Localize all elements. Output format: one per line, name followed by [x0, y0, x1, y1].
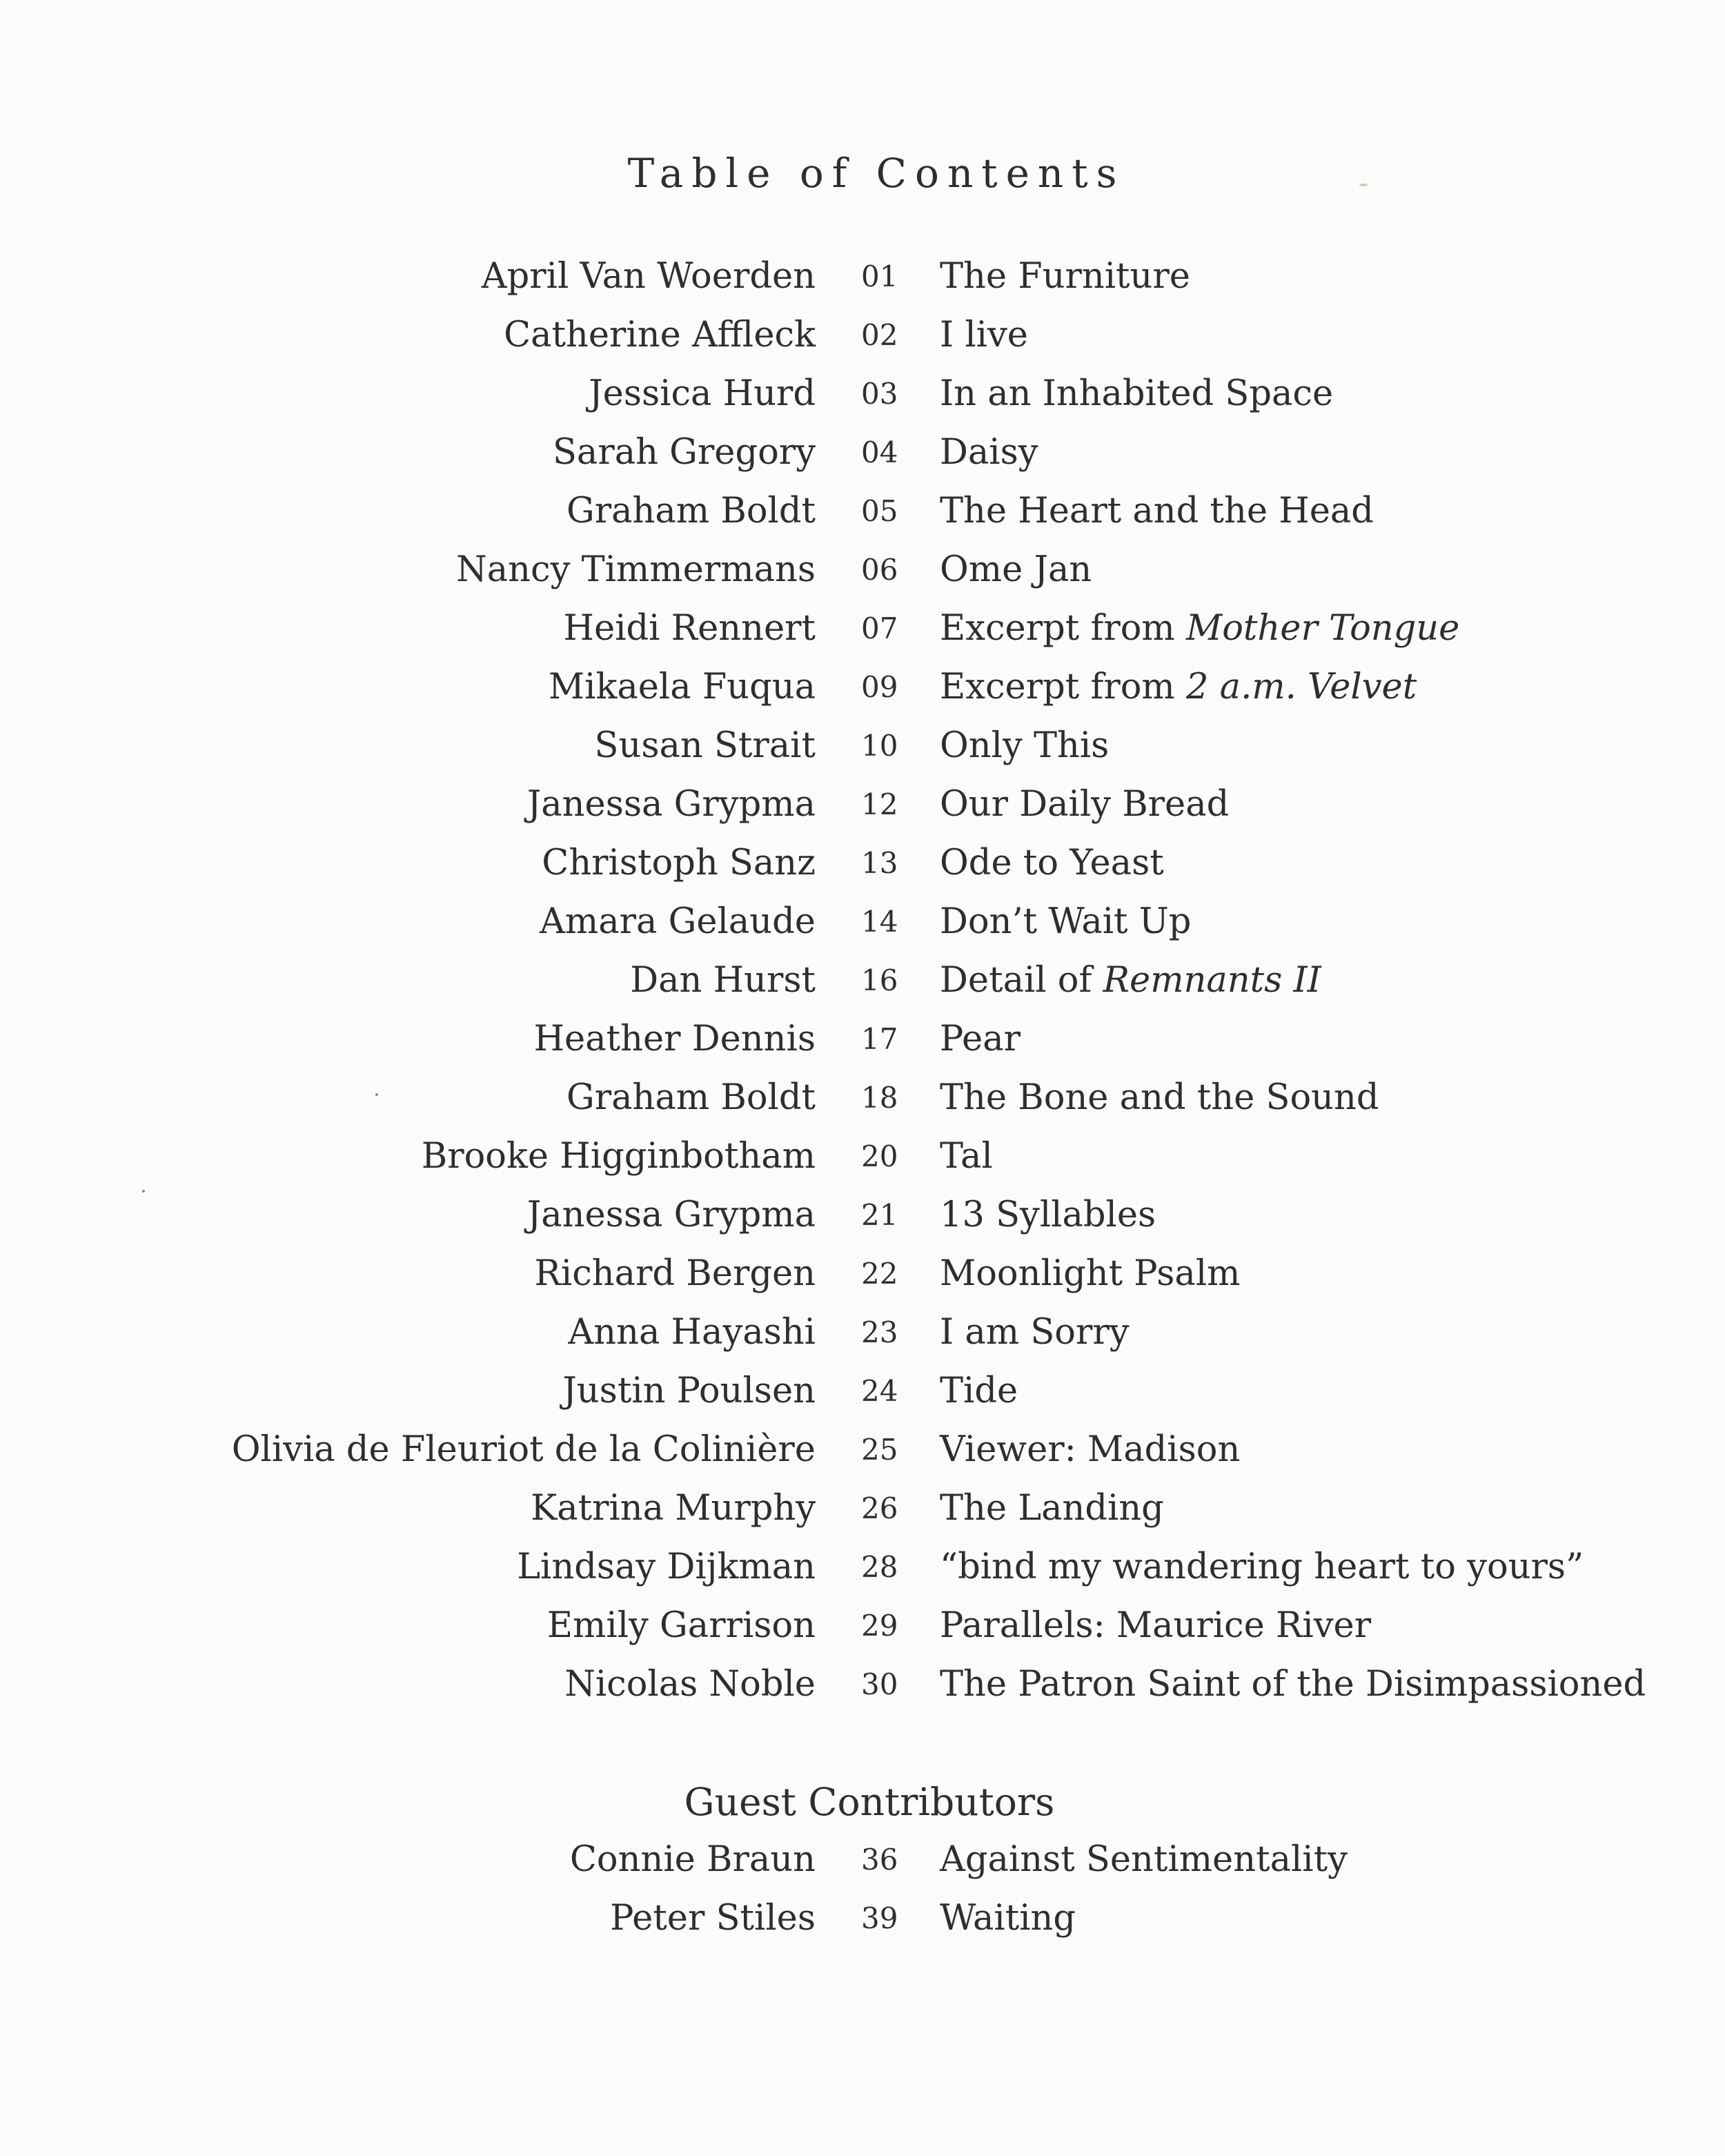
page-number: 36 — [861, 1843, 898, 1876]
toc-row — [0, 1127, 1725, 1186]
toc-row — [0, 716, 1725, 776]
toc-row — [0, 1068, 1725, 1128]
work-title: 13 Syllables — [940, 1195, 1156, 1235]
page-number: 04 — [861, 435, 898, 469]
author-name: Heather Dennis — [533, 1019, 816, 1059]
page-number: 25 — [861, 1433, 898, 1467]
author-name: Amara Gelaude — [540, 901, 816, 942]
page-number: 22 — [861, 1257, 898, 1291]
author-name: Heidi Rennert — [563, 608, 816, 649]
toc-row — [0, 775, 1725, 834]
toc-row — [0, 306, 1725, 365]
toc-row — [0, 1303, 1725, 1362]
guest-row — [0, 1889, 1725, 1948]
toc-row — [0, 1655, 1725, 1714]
work-title — [940, 951, 1321, 1010]
work-title: Waiting — [940, 1898, 1076, 1939]
work-title: Pear — [940, 1019, 1021, 1059]
guest-contributors-heading: Guest Contributors — [684, 1780, 1055, 1824]
toc-row — [0, 1362, 1725, 1421]
author-name: Nancy Timmermans — [456, 549, 816, 590]
page-number: 07 — [861, 611, 898, 645]
author-name: Olivia de Fleuriot de la Colinière — [231, 1429, 816, 1470]
author-name: Susan Strait — [594, 725, 816, 766]
author-name: Justin Poulsen — [562, 1371, 816, 1411]
page-number: 39 — [861, 1901, 898, 1935]
work-title: In an Inhabited Space — [940, 373, 1334, 414]
page-number: 20 — [861, 1139, 898, 1173]
page-number: 17 — [861, 1022, 898, 1056]
work-title: The Bone and the Sound — [940, 1077, 1379, 1118]
author-name: Katrina Murphy — [531, 1488, 816, 1529]
author-name: Sarah Gregory — [552, 432, 816, 473]
work-title: Ode to Yeast — [940, 843, 1164, 883]
work-title: Moonlight Psalm — [940, 1253, 1241, 1294]
work-title: Tide — [940, 1371, 1018, 1411]
work-title — [940, 599, 1459, 658]
toc-row — [0, 247, 1725, 306]
scan-speck — [1359, 184, 1368, 186]
toc-row — [0, 482, 1725, 541]
toc-row — [0, 1186, 1725, 1245]
toc-row — [0, 540, 1725, 600]
author-name: Janessa Grypma — [526, 784, 816, 825]
page-number: 24 — [861, 1374, 898, 1408]
toc-row — [0, 1244, 1725, 1304]
title-italic: 2 a.m. Velvet — [1186, 667, 1417, 707]
scan-speck — [142, 1190, 145, 1193]
page-number: 14 — [861, 905, 898, 939]
work-title: The Furniture — [940, 256, 1190, 297]
toc-row — [0, 423, 1725, 482]
author-name: Christoph Sanz — [542, 843, 816, 883]
author-name: Mikaela Fuqua — [548, 667, 816, 707]
work-title: Don’t Wait Up — [940, 901, 1192, 942]
page-number: 12 — [861, 787, 898, 821]
toc-row — [0, 1479, 1725, 1538]
toc-row — [0, 658, 1725, 717]
work-title: Parallels: Maurice River — [940, 1605, 1372, 1646]
work-title: Tal — [940, 1136, 993, 1177]
work-title: The Landing — [940, 1488, 1164, 1529]
page-number: 23 — [861, 1315, 898, 1349]
work-title: Daisy — [940, 432, 1038, 473]
page-number: 30 — [861, 1667, 898, 1701]
toc-row — [0, 1538, 1725, 1597]
title-italic: Mother Tongue — [1186, 608, 1460, 649]
toc-row — [0, 1420, 1725, 1480]
work-title: The Patron Saint of the Disimpassioned — [940, 1664, 1646, 1705]
work-title: Against Sentimentality — [940, 1839, 1348, 1880]
page-number: 06 — [861, 553, 898, 587]
author-name: Anna Hayashi — [568, 1312, 816, 1353]
toc-row — [0, 951, 1725, 1010]
author-name: Nicolas Noble — [564, 1664, 816, 1705]
author-name: Dan Hurst — [630, 960, 816, 1001]
page-number: 01 — [861, 259, 898, 293]
author-name: April Van Woerden — [481, 256, 816, 297]
page-number: 29 — [861, 1609, 898, 1643]
work-title — [940, 658, 1417, 717]
page-number: 18 — [861, 1081, 898, 1115]
work-title: “bind my wandering heart to yours” — [940, 1547, 1584, 1587]
work-title: Only This — [940, 725, 1110, 766]
page-number: 10 — [861, 729, 898, 763]
work-title: Viewer: Madison — [940, 1429, 1241, 1470]
page-number: 03 — [861, 377, 898, 411]
page-number: 02 — [861, 318, 898, 352]
author-name: Jessica Hurd — [589, 373, 816, 414]
work-title: Ome Jan — [940, 549, 1092, 590]
title-prefix: Excerpt from — [940, 608, 1186, 649]
work-title: The Heart and the Head — [940, 491, 1374, 531]
toc-row — [0, 599, 1725, 658]
author-name: Brooke Higginbotham — [421, 1136, 816, 1177]
guest-row — [0, 1830, 1725, 1890]
page-title: Table of Contents — [627, 150, 1125, 197]
page-number: 09 — [861, 670, 898, 704]
page-number: 26 — [861, 1491, 898, 1525]
author-name: Connie Braun — [569, 1839, 816, 1880]
author-name: Janessa Grypma — [526, 1195, 816, 1235]
author-name: Lindsay Dijkman — [517, 1547, 816, 1587]
toc-row — [0, 1596, 1725, 1656]
author-name: Graham Boldt — [566, 1077, 816, 1118]
page-number: 05 — [861, 494, 898, 528]
page-number: 16 — [861, 963, 898, 997]
toc-row — [0, 892, 1725, 952]
toc-row — [0, 364, 1725, 424]
page-number: 21 — [861, 1198, 898, 1232]
toc-row — [0, 834, 1725, 893]
page-number: 13 — [861, 846, 898, 880]
author-name: Peter Stiles — [610, 1898, 816, 1939]
toc-row — [0, 1010, 1725, 1069]
title-italic: Remnants II — [1103, 960, 1321, 1001]
page-number: 28 — [861, 1550, 898, 1584]
work-title: Our Daily Bread — [940, 784, 1230, 825]
title-prefix: Excerpt from — [940, 667, 1186, 707]
author-name: Catherine Affleck — [504, 315, 816, 355]
work-title: I am Sorry — [940, 1312, 1130, 1353]
author-name: Graham Boldt — [566, 491, 816, 531]
title-prefix: Detail of — [940, 960, 1103, 1001]
author-name: Emily Garrison — [546, 1605, 816, 1646]
scan-speck — [375, 1093, 378, 1096]
work-title: I live — [940, 315, 1028, 355]
author-name: Richard Bergen — [534, 1253, 816, 1294]
